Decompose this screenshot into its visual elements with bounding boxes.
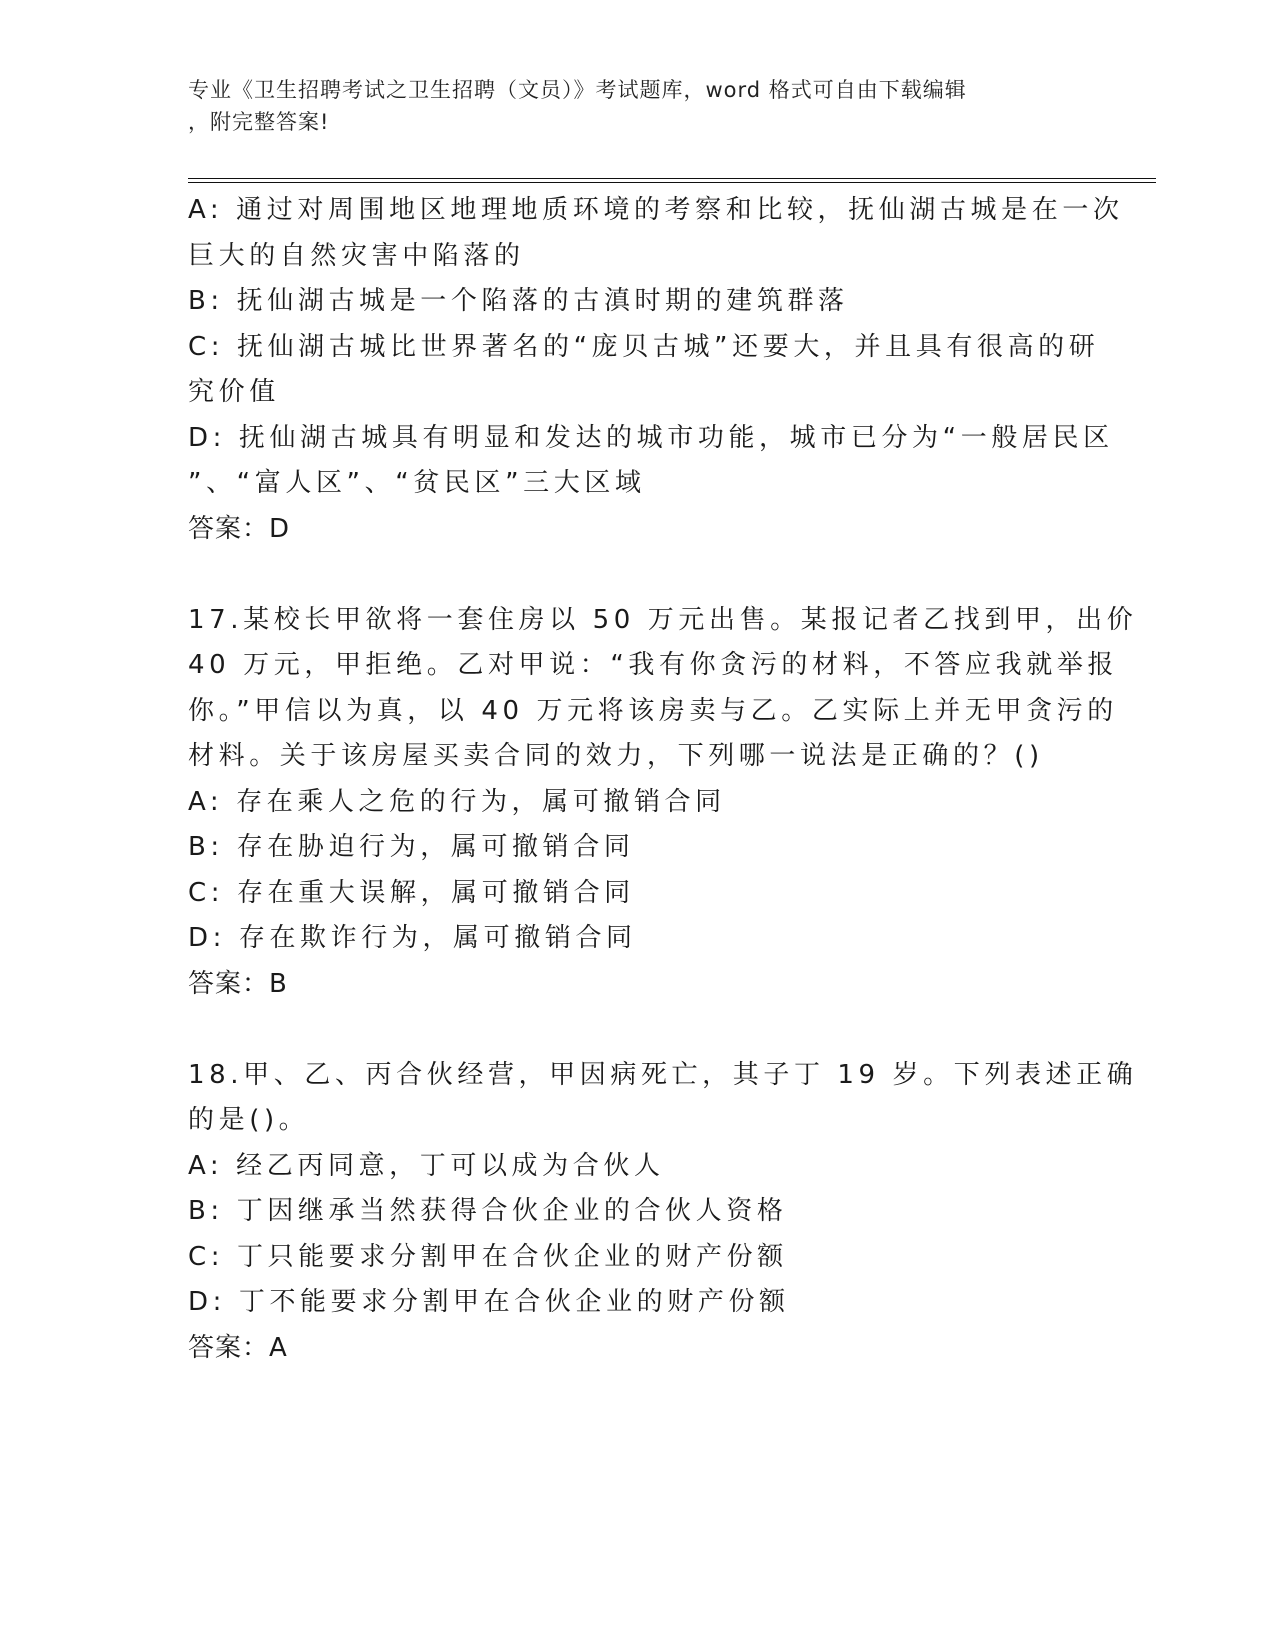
option-line: B: 丁因继承当然获得合伙企业的合伙人资格: [188, 1196, 788, 1226]
question-17: [188, 598, 1138, 1008]
stem-line: 18.甲、乙、丙合伙经营，甲因病死亡，其子丁 19 岁。下列表述正确: [188, 1059, 1138, 1090]
option-a: [188, 188, 1124, 279]
question-stem: [188, 1053, 1138, 1144]
option-d: [188, 1280, 1088, 1326]
stem-line: 的是()。: [188, 1105, 310, 1135]
option-line: D: 抚仙湖古城具有明显和发达的城市功能，城市已分为“一般居民区: [188, 422, 1114, 453]
option-line: 巨大的自然灾害中陷落的: [188, 240, 525, 271]
answer-line: 答案：D: [188, 513, 291, 544]
question-stem: [188, 598, 1138, 780]
option-a: [188, 1144, 1088, 1190]
stem-line: 材料。关于该房屋买卖合同的效力，下列哪一说法是正确的？(): [188, 741, 1044, 771]
question-list: [188, 188, 1138, 1371]
option-line: B: 抚仙湖古城是一个陷落的古滇时期的建筑群落: [188, 286, 849, 316]
option-b: [188, 1189, 1088, 1235]
spacer: [188, 552, 1088, 598]
header-line: 专业《卫生招聘考试之卫生招聘（文员）》考试题库，word 格式可自由下载编辑: [188, 78, 967, 102]
option-b: [188, 825, 1088, 871]
option-line: A: 经乙丙同意，丁可以成为合伙人: [188, 1150, 665, 1181]
option-d: [188, 916, 1088, 962]
option-c: [188, 871, 1088, 917]
header-divider: [188, 182, 1156, 183]
option-d: [188, 416, 1114, 507]
option-line: D: 存在欺诈行为，属可撤销合同: [188, 923, 637, 953]
stem-line: 40 万元，甲拒绝。乙对甲说：“我有你贪污的材料，不答应我就举报: [188, 650, 1119, 680]
option-c: [188, 325, 1100, 416]
stem-line: 17.某校长甲欲将一套住房以 50 万元出售。某报记者乙找到甲，出价: [188, 604, 1138, 635]
spacer: [188, 1007, 1088, 1053]
answer-line: 答案：A: [188, 1332, 288, 1363]
option-line: A: 存在乘人之危的行为，属可撤销合同: [188, 786, 726, 817]
stem-line: 你。”甲信以为真，以 40 万元将该房卖与乙。乙实际上并无甲贪污的: [188, 695, 1118, 726]
option-line: B: 存在胁迫行为，属可撤销合同: [188, 832, 635, 862]
option-line: C: 存在重大误解，属可撤销合同: [188, 877, 635, 908]
option-a: [188, 780, 1088, 826]
header-line: ，附完整答案!: [188, 110, 330, 134]
document-header: [188, 74, 1068, 138]
header-divider: [188, 178, 1156, 179]
option-line: A: 通过对周围地区地理地质环境的考察和比较，抚仙湖古城是在一次: [188, 195, 1124, 225]
option-b: [188, 279, 1088, 325]
option-line: ”、“富人区”、“贫民区”三大区域: [188, 468, 646, 498]
option-line: C: 抚仙湖古城比世界著名的“庞贝古城”还要大，并且具有很高的研: [188, 331, 1100, 362]
option-line: C: 丁只能要求分割甲在合伙企业的财产份额: [188, 1241, 788, 1272]
option-line: D: 丁不能要求分割甲在合伙企业的财产份额: [188, 1287, 790, 1317]
answer-line: 答案：B: [188, 968, 288, 999]
question-18: [188, 1053, 1138, 1372]
option-line: 究价值: [188, 377, 280, 407]
option-c: [188, 1235, 1088, 1281]
question-16: [188, 188, 1124, 552]
